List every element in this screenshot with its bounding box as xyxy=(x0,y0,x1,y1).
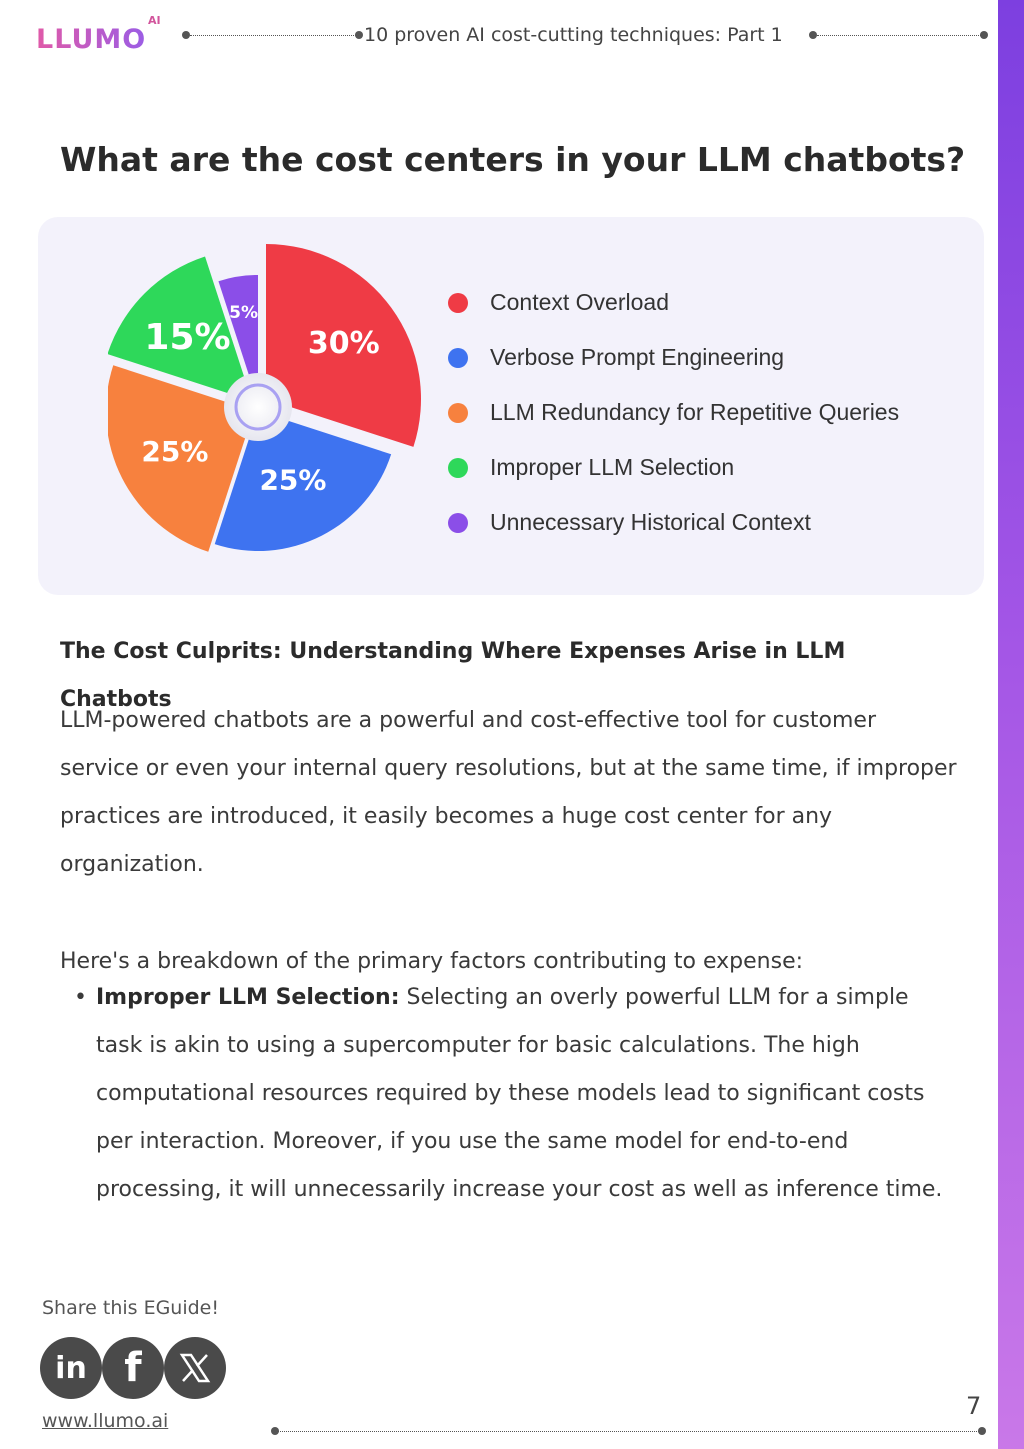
llumo-logo[interactable] xyxy=(36,14,176,58)
website-link[interactable]: www.llumo.ai xyxy=(42,1410,169,1432)
pie-slice-label: 30% xyxy=(307,326,380,362)
footer-dotted-line xyxy=(275,1431,983,1432)
facebook-icon[interactable]: f xyxy=(102,1337,164,1399)
header-dotted-line xyxy=(817,35,981,36)
bullet-term: Improper LLM Selection: xyxy=(96,985,400,1010)
legend-item xyxy=(448,495,899,550)
legend-marker xyxy=(448,458,468,478)
header-line-dot xyxy=(355,31,363,39)
header-line-dot xyxy=(980,31,988,39)
x-logo-glyph xyxy=(178,1351,212,1385)
x-icon[interactable] xyxy=(164,1337,226,1399)
header-line-dot xyxy=(182,31,190,39)
pie-slice-label: 25% xyxy=(259,463,327,497)
breakdown-intro: Here's a breakdown of the primary factors contributing to expense: xyxy=(60,949,804,974)
header-title: 10 proven AI cost-cutting techniques: Part 1 xyxy=(364,24,783,46)
legend-item xyxy=(448,275,899,330)
legend-marker xyxy=(448,513,468,533)
chart-legend xyxy=(448,275,899,550)
logo-superscript: AI xyxy=(148,14,161,27)
legend-marker xyxy=(448,403,468,423)
legend-item xyxy=(448,330,899,385)
bullet-text: Selecting an overly powerful LLM for a simple task is akin to using a supercomputer for basic calculations. The high computational resources required by these models lead to significant costs per interaction. Moreover, if you use the same model for end-to-end processing, it will unnecessarily increase your cost as well as inference time. xyxy=(96,985,943,1202)
footer-line-dot xyxy=(978,1427,986,1435)
intro-paragraph: LLM-powered chatbots are a powerful and cost-effective tool for customer service or even your internal query resolutions, but at the same time, if improper practices are introduced, it easily becomes a huge cost center for any organization. xyxy=(60,708,957,877)
header-line-dot xyxy=(809,31,817,39)
cost-factor-list xyxy=(74,974,956,1214)
legend-marker xyxy=(448,348,468,368)
logo-text: LLUMO xyxy=(36,24,147,55)
pie-slice-label: 15% xyxy=(144,317,231,359)
list-item xyxy=(74,974,956,1214)
pie-slice-label: 5% xyxy=(229,302,259,323)
legend-label: LLM Redundancy for Repetitive Queries xyxy=(490,399,900,425)
side-accent-bar xyxy=(998,0,1024,1449)
page-title: What are the cost centers in your LLM chatbots? xyxy=(60,140,966,179)
pie-center-ring xyxy=(224,373,292,441)
linkedin-icon[interactable]: in xyxy=(40,1337,102,1399)
legend-marker xyxy=(448,293,468,313)
pie-chart xyxy=(108,237,428,567)
chart-card xyxy=(38,217,984,595)
share-label: Share this EGuide! xyxy=(42,1297,219,1319)
legend-item xyxy=(448,440,899,495)
legend-label: Unnecessary Historical Context xyxy=(490,509,811,535)
legend-item xyxy=(448,385,899,440)
header-dotted-line xyxy=(190,35,358,36)
page-number: 7 xyxy=(966,1392,982,1420)
legend-label: Verbose Prompt Engineering xyxy=(490,344,785,370)
section-heading: The Cost Culprits: Understanding Where Expenses Arise in LLM Chatbots xyxy=(60,639,846,712)
legend-label: Context Overload xyxy=(490,289,669,315)
bullet-icon: • xyxy=(74,985,87,1010)
pie-slice-label: 25% xyxy=(141,435,209,469)
legend-label: Improper LLM Selection xyxy=(490,454,735,480)
